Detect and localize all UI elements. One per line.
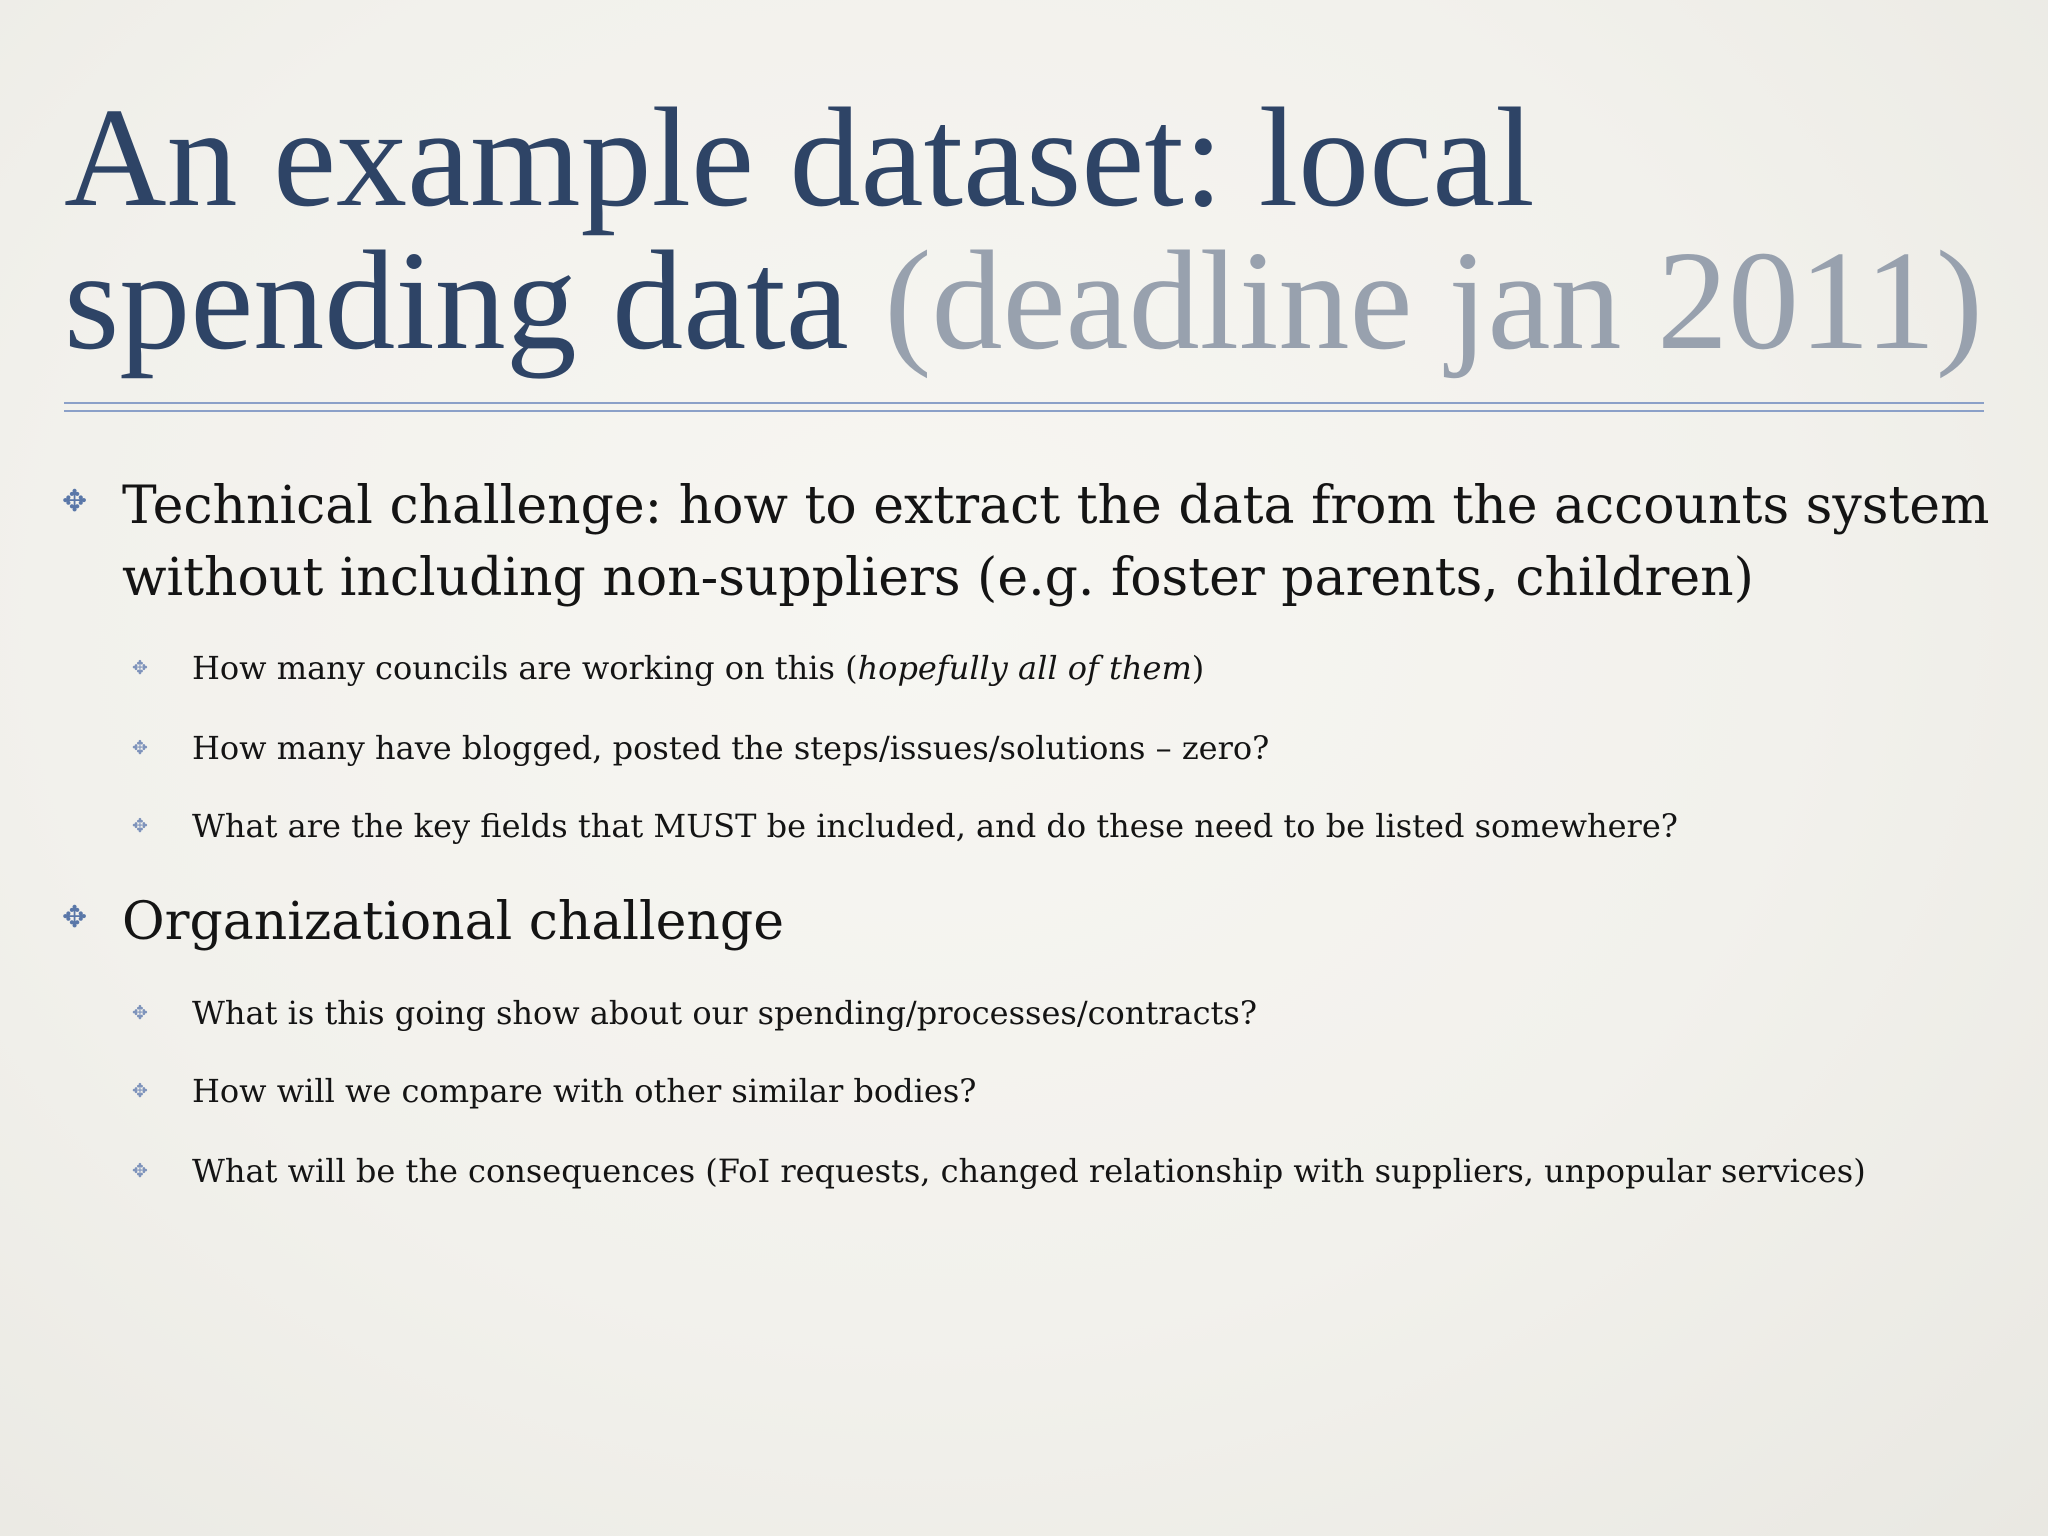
- sub-bullet-italic: hopefully all of them: [857, 649, 1192, 687]
- quatrefoil-bullet-icon: ✥: [132, 815, 148, 837]
- quatrefoil-bullet-icon: ✥: [132, 657, 148, 679]
- title-divider-top: [64, 402, 1984, 404]
- sub-bullet-text: How many councils are working on this (: [192, 649, 858, 687]
- quatrefoil-bullet-icon: ✥: [62, 900, 88, 935]
- title-main: An example dataset: local spending data: [64, 78, 1535, 379]
- bullet-technical-challenge: Technical challenge: how to extract the data from the accounts system without including non-suppliers (e.g. foster parents, children): [122, 476, 1990, 608]
- sub-bullet-spending-show: What is this going show about our spending/processes/contracts?: [192, 994, 1257, 1032]
- sub-bullet-compare: How will we compare with other similar bodies?: [192, 1072, 977, 1110]
- slide-title: [64, 78, 1984, 379]
- sub-bullet-text: ): [1191, 649, 1205, 687]
- quatrefoil-bullet-icon: ✥: [132, 1160, 148, 1182]
- sub-bullet-key-fields: What are the key fields that MUST be included, and do these need to be listed somewhere?: [192, 807, 1678, 845]
- title-divider-bottom: [64, 410, 1984, 412]
- title-aside: (deadline jan 2011): [884, 221, 1984, 379]
- sub-bullet-blogged: How many have blogged, posted the steps/issues/solutions – zero?: [192, 729, 1270, 767]
- sub-bullet-councils-working: [192, 646, 1992, 690]
- quatrefoil-bullet-icon: ✥: [132, 737, 148, 759]
- quatrefoil-bullet-icon: ✥: [62, 484, 88, 519]
- bullet-organizational-challenge: Organizational challenge: [122, 892, 784, 952]
- quatrefoil-bullet-icon: ✥: [132, 1080, 148, 1102]
- quatrefoil-bullet-icon: ✥: [132, 1002, 148, 1024]
- sub-bullet-consequences: What will be the consequences (FoI requests, changed relationship with suppliers, unpopular services): [192, 1152, 1866, 1190]
